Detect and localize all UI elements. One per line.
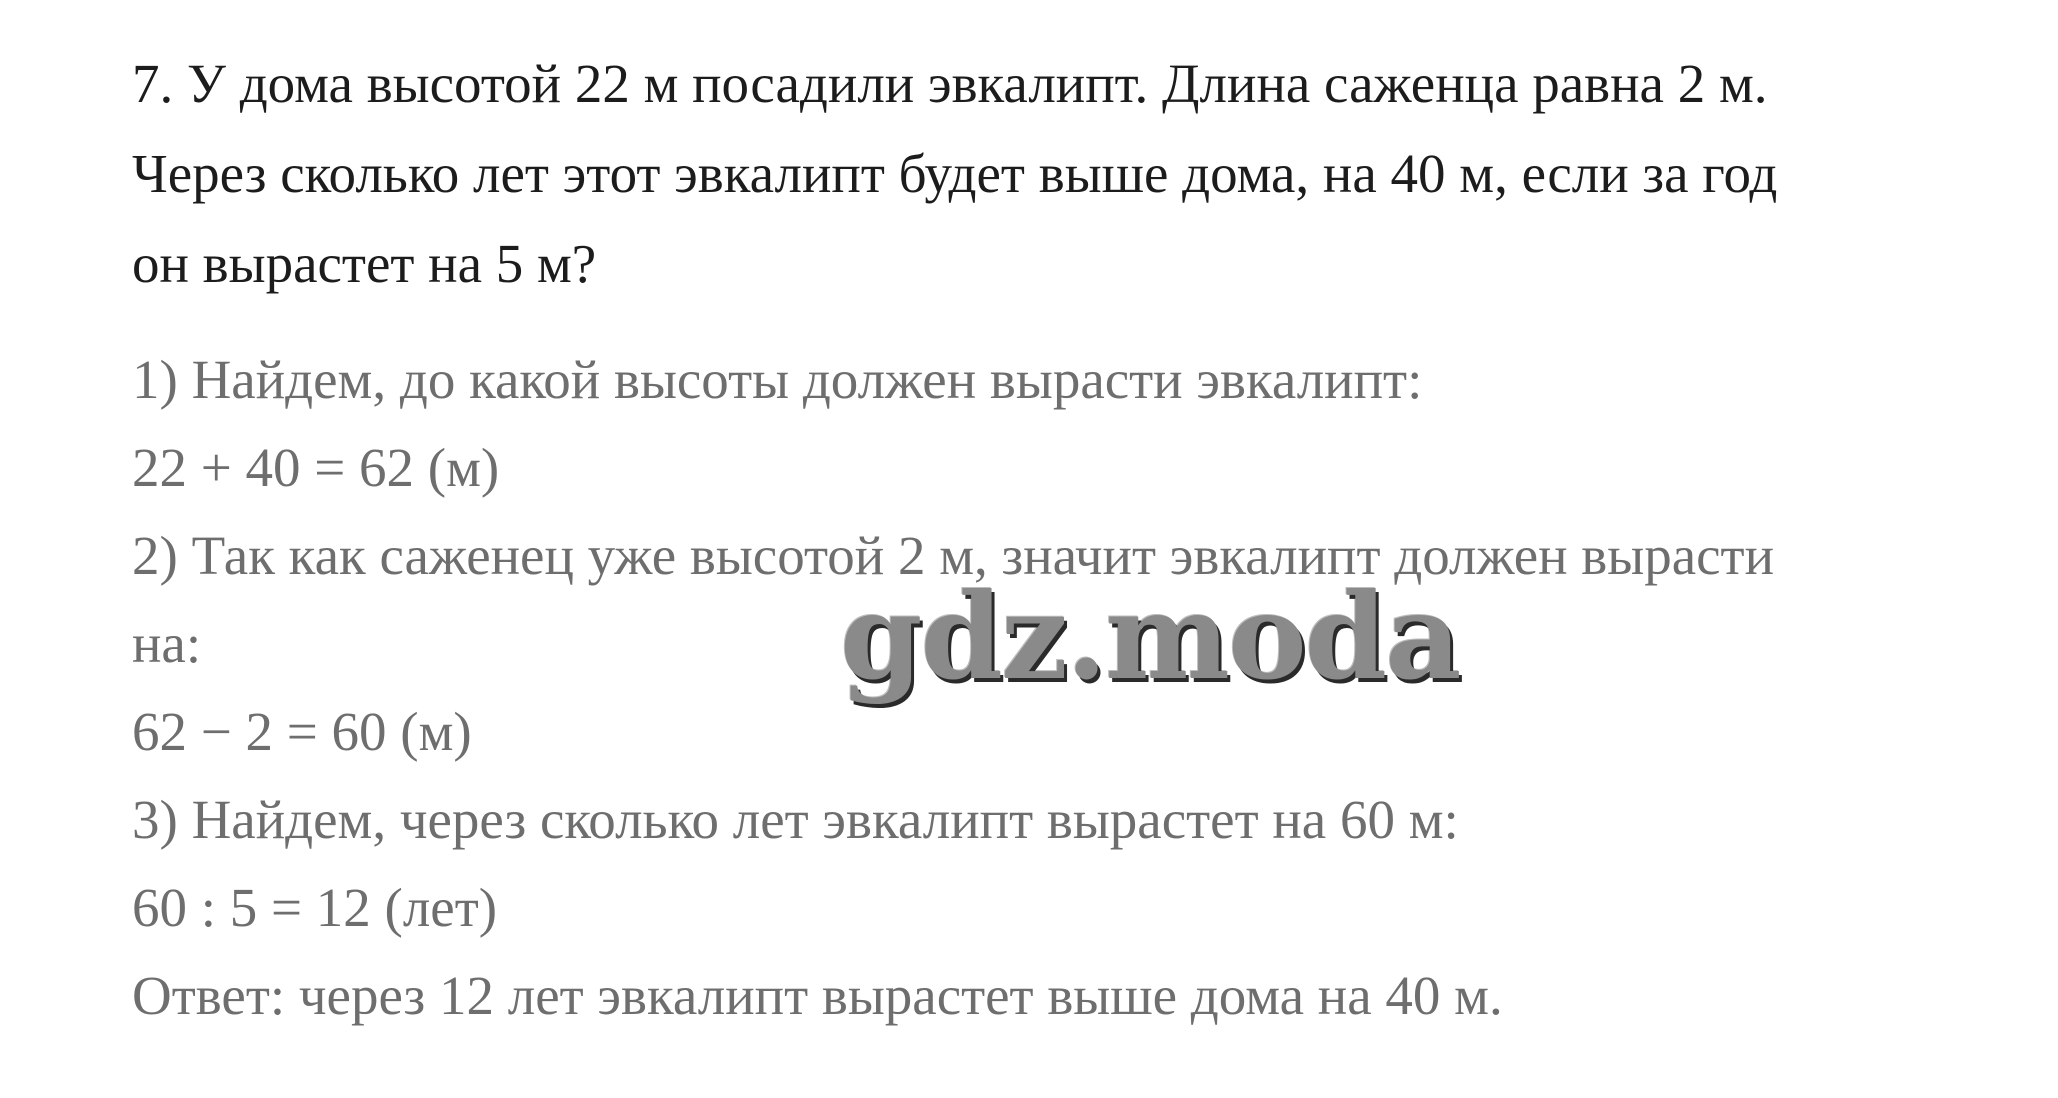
solution-step-2: 2) Так как саженец уже высотой 2 м, значит эвкалипт должен вырасти bbox=[132, 525, 1775, 586]
solution-step-1: 1) Найдем, до какой высоты должен вырасти эвкалипт: bbox=[132, 349, 1423, 410]
solution-answer: Ответ: через 12 лет эвкалипт вырастет выше дома на 40 м. bbox=[132, 965, 1503, 1026]
watermark-logo: gdz.moda bbox=[840, 567, 1460, 706]
solution-calc-2: 62 − 2 = 60 (м) bbox=[132, 701, 472, 762]
task-line-1: 7. У дома высотой 22 м посадили эвкалипт. Длина саженца равна 2 м. bbox=[132, 53, 1768, 114]
solution-calc-3: 60 : 5 = 12 (лет) bbox=[132, 877, 498, 938]
solution-step-2-cont: на: bbox=[132, 613, 202, 674]
solution-calc-1: 22 + 40 = 62 (м) bbox=[132, 437, 500, 498]
task-line-3: он вырастет на 5 м? bbox=[132, 233, 597, 294]
task-line-2: Через сколько лет этот эвкалипт будет выше дома, на 40 м, если за год bbox=[132, 143, 1778, 204]
document-page bbox=[132, 0, 2012, 1098]
solution-step-3: 3) Найдем, через сколько лет эвкалипт вырастет на 60 м: bbox=[132, 789, 1459, 850]
